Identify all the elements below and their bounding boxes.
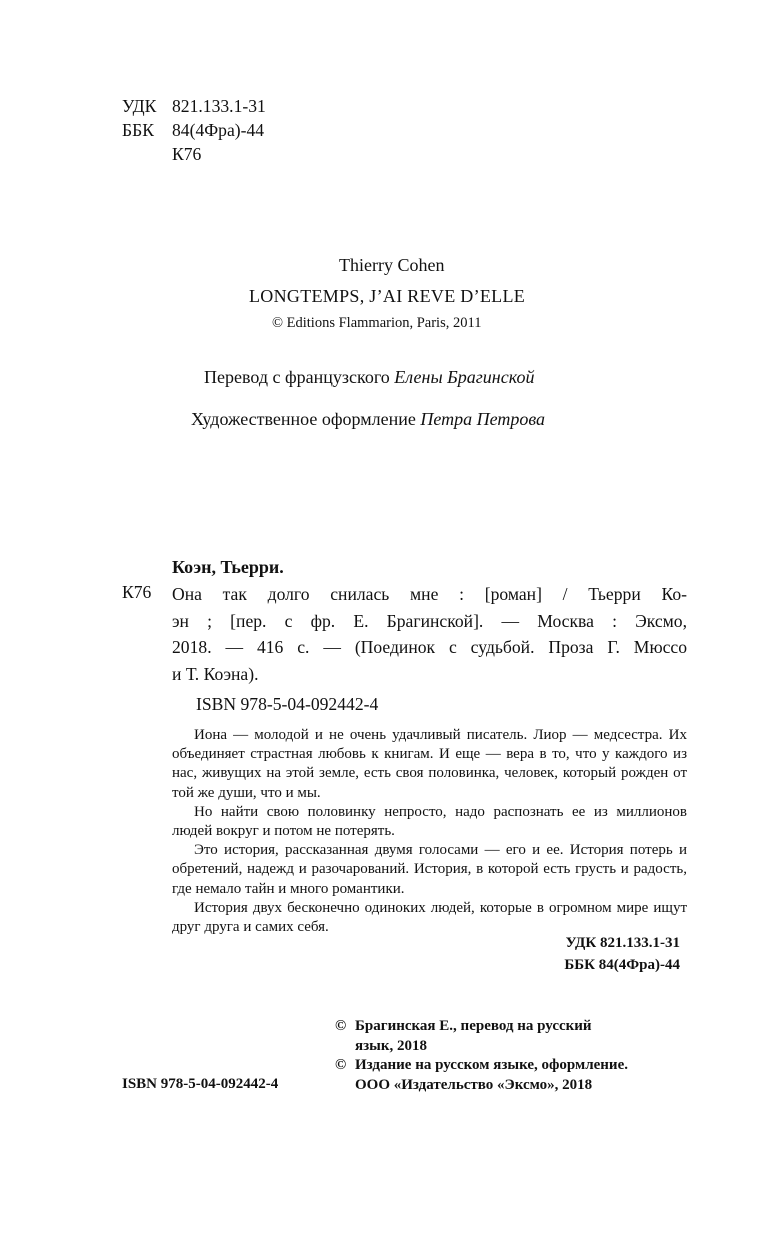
footer-isbn: ISBN 978-5-04-092442-4 <box>122 1076 279 1092</box>
bibliographic-mark: К76 <box>122 582 152 602</box>
annotation-paragraph: Это история, рассказанная двумя голосами — его и ее. История потерь и обретений, надежд и разочарований. История, в которой есть грусть и радость, где немало тайн и много романтики. <box>172 842 687 897</box>
bibliographic-line: 2018. — 416 с. — (Поединок с судьбой. Проза Г. Мюссо <box>172 637 687 657</box>
bbk-value: 84(4Фра)-44 <box>172 120 265 140</box>
copyright-text: Издание на русском языке, оформление. <box>355 1057 628 1073</box>
bibliographic-line: эн ; [пер. с фр. Е. Брагинской]. — Москва : Эксмо, <box>172 610 687 631</box>
classification-udk: УДК 821.133.1-31 <box>565 935 680 951</box>
copyright-entry-continued <box>335 1076 695 1096</box>
annotation-paragraph: История двух бесконечно одиноких людей, которые в огромном мире ищут друг друга и самих себя. <box>172 899 687 936</box>
author-mark: К76 <box>172 144 202 164</box>
translator-name: Елены Брагинской <box>394 367 535 387</box>
translation-credit <box>204 367 534 388</box>
bibliographic-line: Она так долго снилась мне : [роман] / Тьерри Ко- <box>172 584 687 604</box>
copyright-entry <box>335 1056 695 1076</box>
copyright-entry <box>335 1017 695 1037</box>
annotation-paragraph: Но найти свою половинку непросто, надо распознать ее из миллионов людей вокруг и потом не потерять. <box>172 803 687 840</box>
annotation <box>172 726 687 937</box>
bibliographic-heading: Коэн, Тьерри. <box>172 557 284 577</box>
original-copyright: © Editions Flammarion, Paris, 2011 <box>272 315 482 331</box>
bibliographic-description <box>172 581 687 687</box>
bibliographic-isbn: ISBN 978-5-04-092442-4 <box>196 694 379 714</box>
udk-label: УДК <box>122 96 157 116</box>
annotation-paragraph: Иона — молодой и не очень удачливый писатель. Лиор — медсестра. Их объединяет страстная любовь к книгам. И еще — вера в то, что у каждого из нас, живущих на этой земле, есть своя половинка, человек, который рожден от той же души, что и мы. <box>172 727 687 801</box>
design-prefix: Художественное оформление <box>191 409 416 429</box>
copyright-text: язык, 2018 <box>355 1037 427 1054</box>
bbk-label: ББК <box>122 120 154 140</box>
original-author: Thierry Cohen <box>339 255 445 275</box>
copyright-symbol: © <box>335 1018 347 1034</box>
copyright-text: Брагинская Е., перевод на русский <box>355 1018 592 1034</box>
translation-prefix: Перевод с французского <box>204 367 390 387</box>
copyright-text: ООО «Издательство «Эксмо», 2018 <box>355 1076 593 1093</box>
udk-value: 821.133.1-31 <box>172 96 266 116</box>
design-credit <box>191 409 545 430</box>
designer-name: Петра Петрова <box>420 409 546 429</box>
bibliographic-line: и Т. Коэна). <box>172 663 259 684</box>
original-title: LONGTEMPS, J’AI REVE D’ELLE <box>249 286 526 306</box>
copyright-block <box>335 1017 695 1095</box>
classification-bbk: ББК 84(4Фра)-44 <box>564 957 680 973</box>
copyright-entry-continued <box>335 1037 695 1057</box>
copyright-symbol: © <box>335 1057 347 1073</box>
